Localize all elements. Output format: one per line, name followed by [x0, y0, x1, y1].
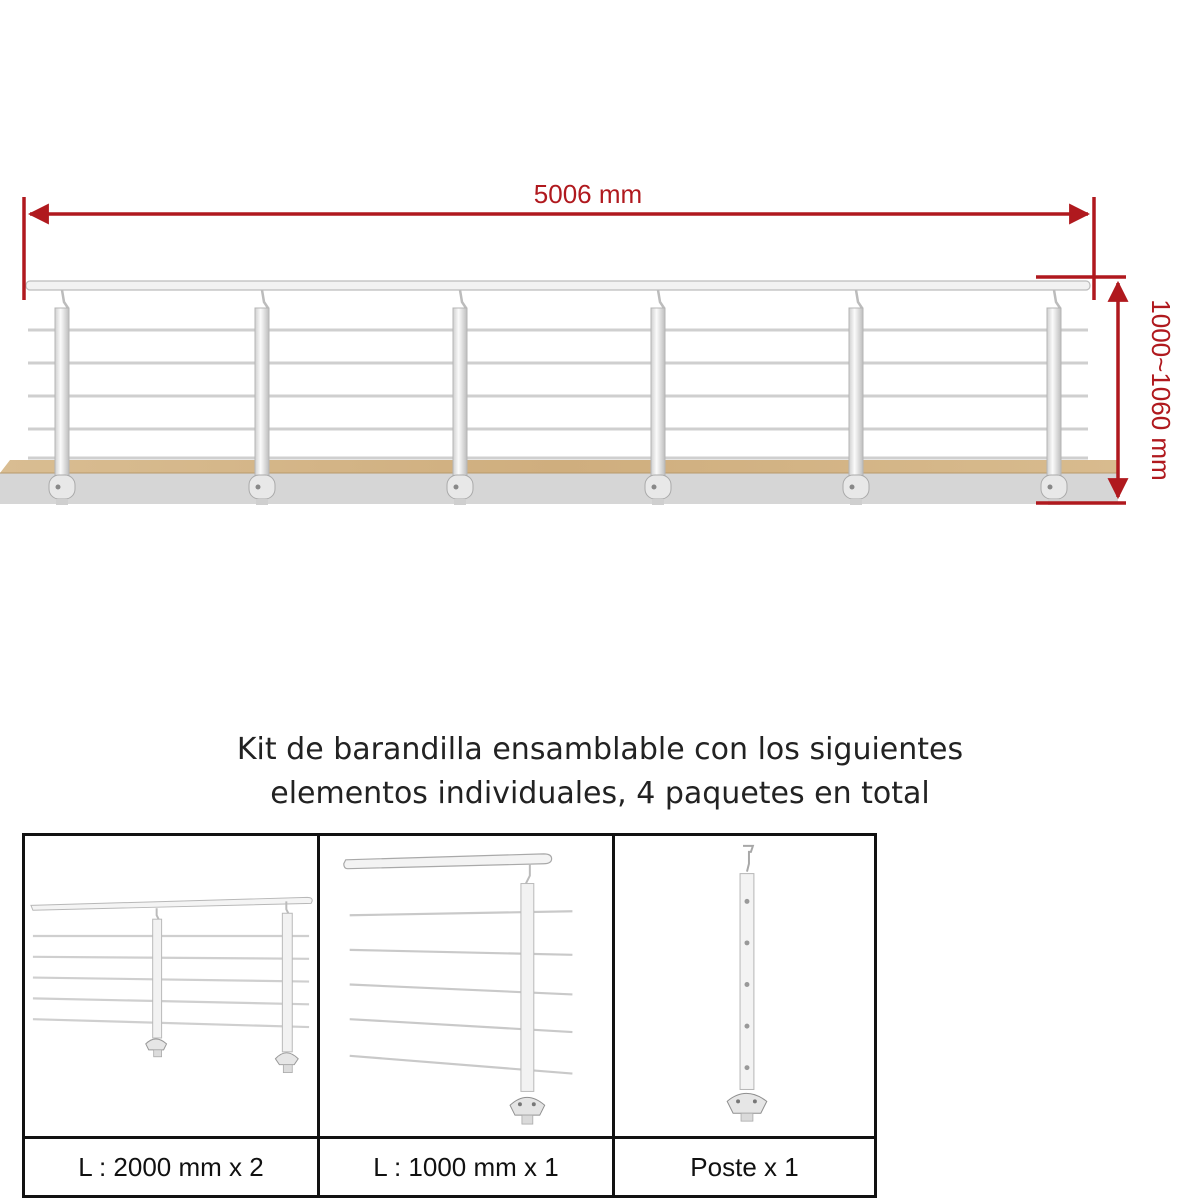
horizontal-bar	[350, 911, 573, 915]
item-label-2000mm: L : 2000 mm x 2	[25, 1139, 320, 1195]
height-label: 1000~1060 mm	[1146, 299, 1176, 481]
post	[275, 901, 298, 1072]
handrail	[26, 281, 1090, 290]
floor	[0, 460, 1118, 504]
kit-contents-table	[22, 833, 877, 1198]
horizontal-bar	[350, 1056, 573, 1074]
wood-deck	[0, 460, 1118, 473]
horizontal-bars	[28, 330, 1088, 458]
kit-title-line1: Kit de barandilla ensamblable con los siguientes	[236, 732, 964, 767]
kit-title-line2: elementos individuales, 4 paquetes en total	[270, 776, 930, 811]
horizontal-bar	[33, 957, 309, 959]
width-label: 5006 mm	[533, 179, 643, 209]
horizontal-bar	[350, 985, 573, 995]
horizontal-bar	[350, 950, 573, 955]
item-label-post: Poste x 1	[690, 1151, 799, 1182]
post-illustration	[615, 836, 874, 1139]
kit-title	[0, 728, 1200, 816]
post	[146, 908, 167, 1056]
horizontal-bar	[33, 1019, 309, 1027]
railing-elevation-diagram	[0, 0, 1200, 560]
horizontal-bar	[350, 1019, 573, 1032]
horizontal-bar	[33, 998, 309, 1004]
post	[727, 846, 767, 1121]
concrete-slab	[0, 473, 1118, 504]
horizontal-bar	[33, 978, 309, 982]
section-1000mm-illustration	[320, 836, 615, 1139]
handrail	[31, 897, 312, 910]
item-label-1000mm: L : 1000 mm x 1	[320, 1139, 615, 1195]
handrail	[344, 854, 552, 869]
section-2000mm-illustration	[25, 836, 320, 1139]
